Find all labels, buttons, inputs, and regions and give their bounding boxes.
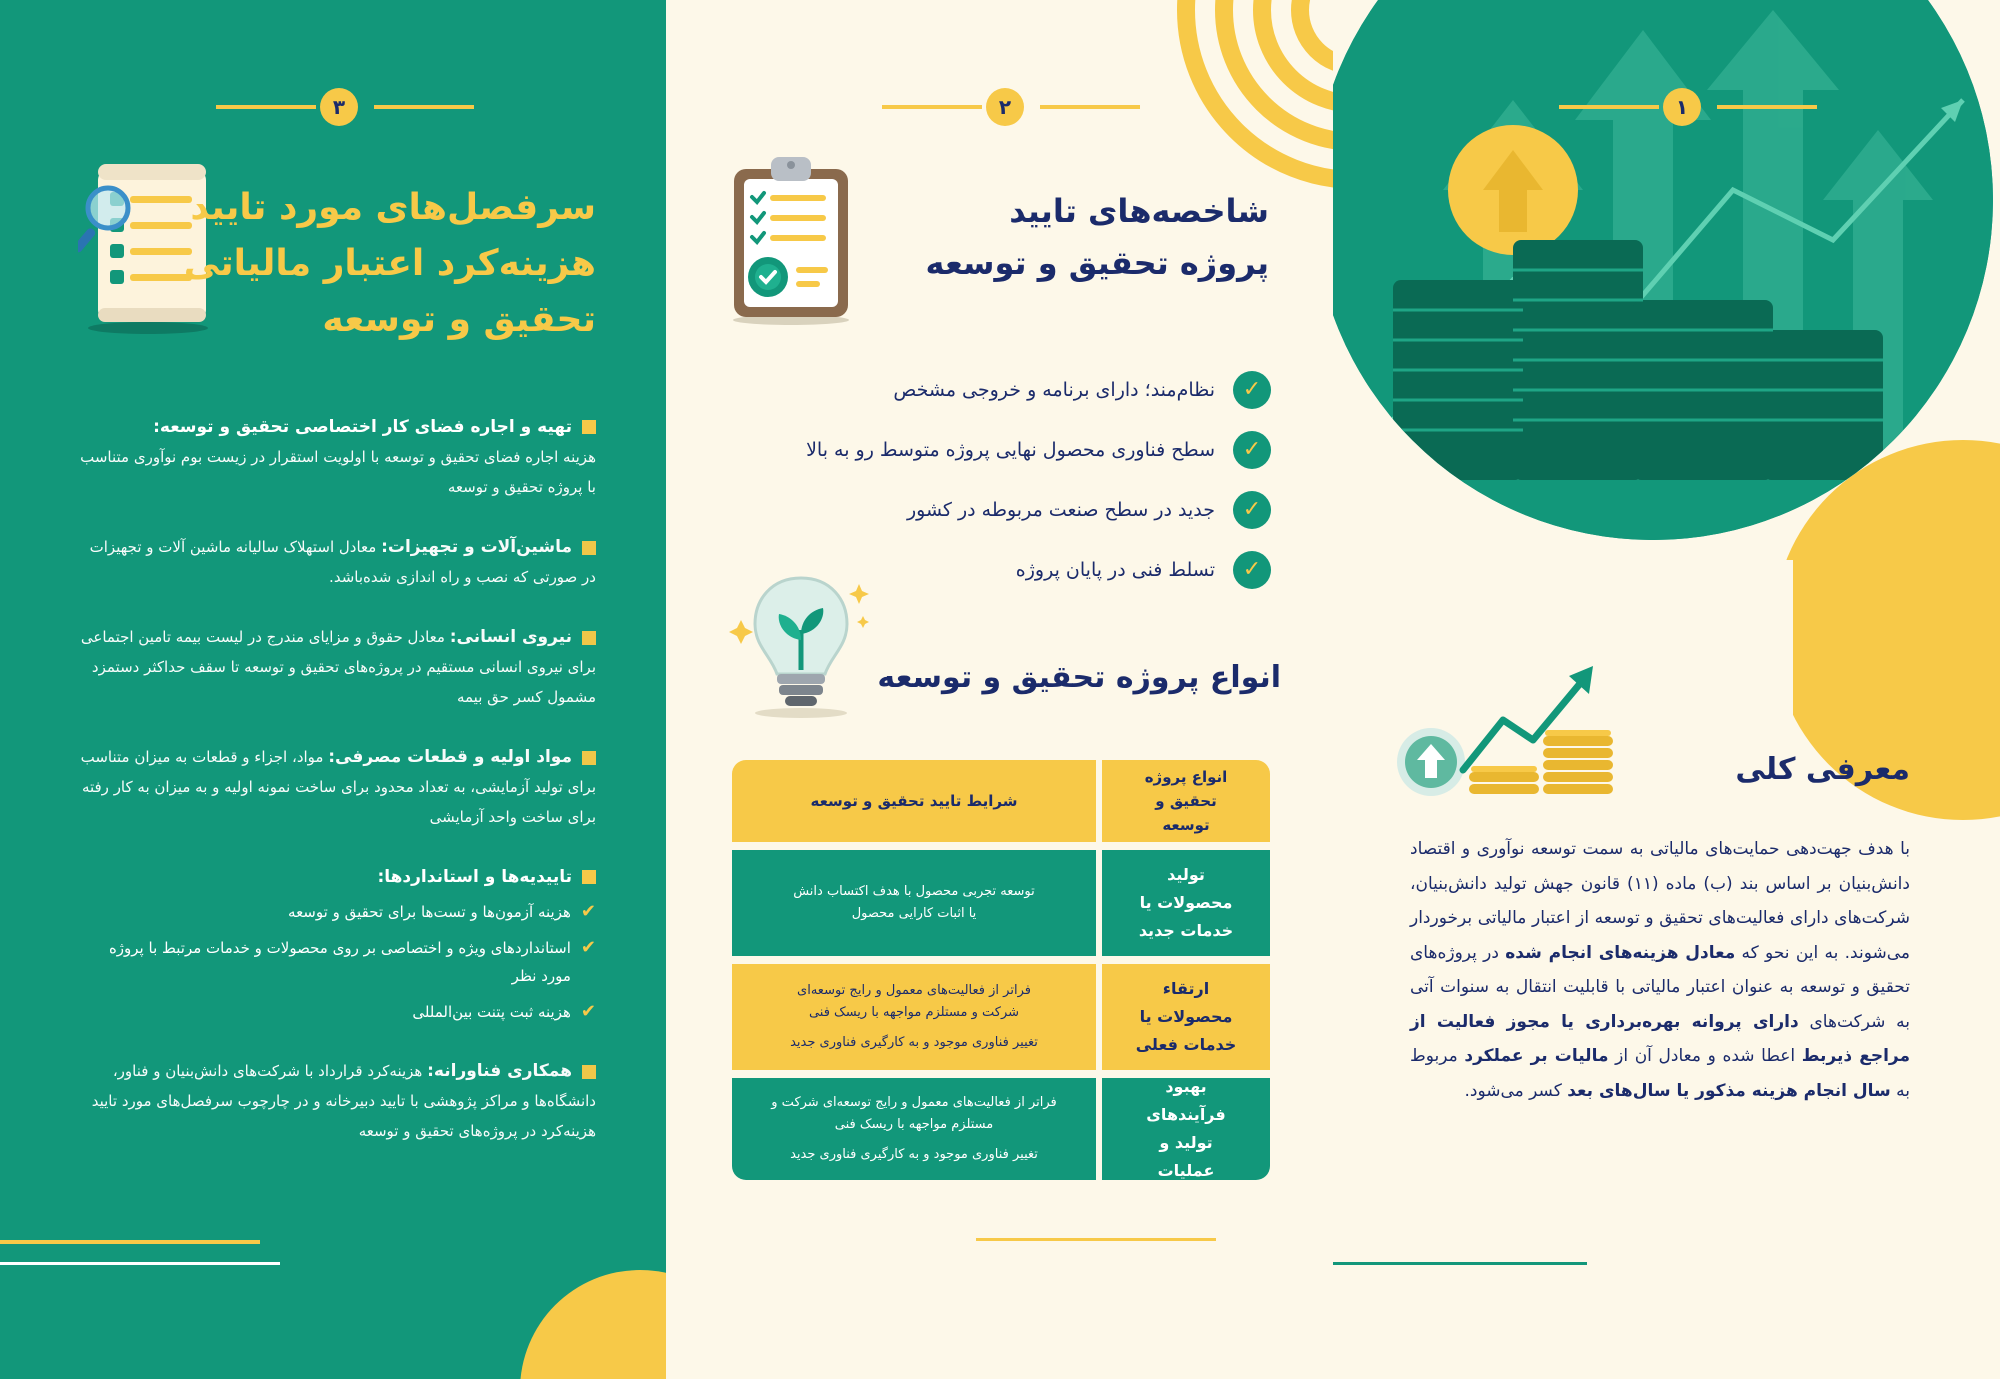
item-heading: تهیه و اجاره فضای کار اختصاصی تحقیق و توسعه: (153, 417, 572, 437)
number-line-left (882, 105, 982, 109)
check-icon: ✔ (580, 901, 596, 922)
check-item-text: استانداردهای ویژه و اختصاصی بر روی محصولات و خدمات مرتبط با پروژه مورد نظر (108, 939, 571, 985)
item-heading: ماشین‌آلات و تجهیزات: (381, 537, 572, 557)
row-type (1102, 850, 1270, 956)
criteria-text: تسلط فنی در پایان پروژه (1015, 559, 1215, 581)
panel-expense-categories (0, 0, 666, 1379)
intro-text-bold: دارای پروانه بهره‌برداری یا مجوز فعالیت از مراجع ذیربط (1410, 1011, 1911, 1066)
decor-line (0, 1262, 280, 1265)
check-icon: ✓ (1233, 551, 1271, 589)
coins-growth-illustration (1333, 0, 1993, 540)
decor-circle (520, 1270, 666, 1379)
header-type-text: انواع پروژه تحقیق و توسعه (1144, 768, 1228, 834)
intro-title: معرفی کلی (1735, 752, 1910, 787)
criteria-item (731, 420, 1271, 480)
section-number-row (1333, 88, 2000, 124)
header-condition-text: شرایط تایید تحقیق و توسعه (810, 792, 1018, 810)
criteria-text: نظام‌مند؛ دارای برنامه و خروجی مشخص (893, 379, 1215, 401)
section-number-badge: ۲ (986, 88, 1024, 126)
list-item (76, 532, 596, 592)
panel-criteria-and-types (666, 0, 1333, 1379)
bullet-square-icon (582, 870, 596, 884)
check-item (76, 898, 596, 926)
criteria-title (849, 185, 1269, 289)
list-item (76, 862, 596, 1026)
table-row (732, 1078, 1270, 1180)
item-body: معادل استهلاک سالیانه ماشین آلات و تجهیزات در صورتی که نصب و راه اندازی شده‌باشد. (89, 538, 596, 586)
row-type (1102, 1078, 1270, 1180)
number-line-right (374, 105, 474, 109)
list-item (76, 622, 596, 712)
check-item (76, 934, 596, 990)
check-item-text: هزینه آزمون‌ها و تست‌ها برای تحقیق و توسعه (288, 903, 571, 921)
check-icon: ✓ (1233, 431, 1271, 469)
decor-line (0, 1240, 260, 1244)
title-line: شاخصه‌های تایید (1009, 192, 1269, 230)
number-line-left (1559, 105, 1659, 109)
condition-text: فراتر از فعالیت‌های معمول و رایج توسعه‌ای شرکت و مستلزم مواجهه با ریسک فنی (771, 1095, 1057, 1132)
intro-text-part: مربوط به (1410, 1046, 1910, 1101)
list-item (76, 412, 596, 502)
clipboard-check-icon (726, 155, 856, 325)
criteria-text: سطح فناوری محصول نهایی پروژه متوسط رو به بالا (806, 439, 1215, 461)
intro-text-bold: معادل هزینه‌های انجام شده (1505, 942, 1736, 963)
lightbulb-plant-icon (721, 570, 881, 720)
expense-items (76, 412, 596, 1176)
row-type (1102, 964, 1270, 1070)
item-heading: مواد اولیه و قطعات مصرفی: (328, 747, 572, 767)
table-row (732, 850, 1270, 956)
check-item-text: هزینه ثبت پتنت بین‌المللی (412, 1003, 571, 1021)
list-item (76, 1056, 596, 1146)
standards-checklist (76, 898, 596, 1026)
number-line-left (216, 105, 316, 109)
bullet-square-icon (582, 751, 596, 765)
bullet-square-icon (582, 420, 596, 434)
item-heading: تاییدیه‌ها و استانداردها: (377, 867, 572, 887)
rd-types-table (732, 760, 1270, 1180)
types-title: انواع پروژه تحقیق و توسعه (877, 660, 1281, 695)
bullet-square-icon (582, 541, 596, 555)
decor-line (976, 1238, 1216, 1241)
check-item (76, 998, 596, 1026)
intro-text-bold: سال انجام هزینه مذکور یا سال‌های بعد (1567, 1080, 1891, 1101)
row-type-text: بهبود فرآیندهای تولید و عملیات (1146, 1077, 1226, 1180)
title-line: تحقیق و توسعه (322, 299, 596, 340)
hero-image (1333, 0, 1993, 540)
item-body: هزینه اجاره فضای تحقیق و توسعه با اولویت استقرار در زیست بوم نوآوری متناسب با پروژه تحقیق و توسعه (80, 448, 596, 496)
criteria-text: جدید در سطح صنعت مربوطه در کشور (906, 499, 1215, 521)
section-number-row (666, 88, 1333, 124)
intro-text-part: با هدف جهت‌دهی حمایت‌های مالیاتی به سمت توسعه نوآوری و اقتصاد دانش‌بنیان بر اساس بند (ب) ماده (۱۱) قانون جهش تولید دانش‌بنیان، شرکت‌های دارای فعالیت‌های تحقیق و توسعه از اعتبار مالیاتی برخوردار می‌شوند. به این نحو که (1410, 839, 1910, 963)
decor-line (1333, 1262, 1587, 1265)
item-heading: همکاری فناورانه: (427, 1061, 572, 1081)
section-number-badge: ۱ (1663, 88, 1701, 126)
panel-introduction (1333, 0, 2000, 1379)
bullet-square-icon (582, 1065, 596, 1079)
panel3-title (176, 180, 596, 348)
table-header-row (732, 760, 1270, 842)
number-line-right (1717, 105, 1817, 109)
bullet-square-icon (582, 631, 596, 645)
check-icon: ✔ (580, 1001, 596, 1022)
intro-text-bold: مالیات بر عملکرد (1464, 1046, 1609, 1066)
section-number-badge: ۳ (320, 88, 358, 126)
title-line: سرفصل‌های مورد تایید (190, 187, 596, 228)
check-icon: ✓ (1233, 491, 1271, 529)
intro-text-part: کسر می‌شود. (1464, 1080, 1568, 1101)
title-line: پروژه تحقیق و توسعه (925, 244, 1269, 282)
growth-coins-icon (1393, 660, 1633, 810)
intro-text-part: اعطا شده و معادل آن از (1608, 1046, 1802, 1066)
medal-icon (748, 257, 788, 297)
number-line-right (1040, 105, 1140, 109)
item-body: هزینه‌کرد قرارداد با شرکت‌های دانش‌بنیان و فناور، دانشگاه‌ها و مراکز پژوهشی با تایید دبیرخانه و در چارچوب سرفصل‌های مورد تایید هزینه‌کرد در پروژه‌های تحقیق و توسعه (91, 1062, 596, 1140)
header-condition (732, 760, 1096, 842)
title-line: هزینه‌کرد اعتبار مالیاتی (183, 243, 596, 284)
row-conditions (732, 964, 1096, 1070)
condition-text: توسعه تجربی محصول با هدف اکتساب دانش یا اثبات کارایی محصول (793, 884, 1035, 921)
criteria-item (731, 360, 1271, 420)
criteria-list (731, 360, 1271, 600)
row-conditions (732, 1078, 1096, 1180)
intro-paragraph (1410, 832, 1910, 1108)
table-row (732, 964, 1270, 1070)
header-type (1102, 760, 1270, 842)
item-heading: نیروی انسانی: (449, 627, 572, 647)
row-conditions (732, 850, 1096, 956)
criteria-item (731, 480, 1271, 540)
check-icon: ✔ (580, 937, 596, 958)
condition-text: تغییر فناوری موجود و به کارگیری فناوری جدید (790, 1147, 1038, 1162)
row-type-text: تولید محصولات یا خدمات جدید (1138, 865, 1234, 940)
condition-text: فراتر از فعالیت‌های معمول و رایج توسعه‌ای شرکت و مستلزم مواجهه با ریسک فنی (797, 983, 1031, 1020)
item-body: معادل حقوق و مزایای مندرج در لیست بیمه تامین اجتماعی برای نیروی انسانی مستقیم در پروژه‌های تحقیق و توسعه تا سقف حداکثر دستمزد مشمول کسر حق بیمه (80, 628, 596, 706)
item-body: مواد، اجزاء و قطعات به میزان متناسب برای تولید آزمایشی، به تعداد محدود برای ساخت نمونه اولیه و به میزان به کار رفته برای ساخت واحد آزمایشی (80, 748, 596, 826)
check-icon: ✓ (1233, 371, 1271, 409)
row-type-text: ارتقاء محصولات یا خدمات فعلی (1135, 979, 1237, 1054)
section-number-row (0, 88, 666, 124)
intro-text-part: در پروژه‌های تحقیق و توسعه به عنوان اعتبار مالیاتی با قابلیت انتقال به سنوات آتی به شرکت‌های (1410, 942, 1910, 1032)
list-item (76, 742, 596, 832)
condition-text: تغییر فناوری موجود و به کارگیری فناوری جدید (790, 1035, 1038, 1050)
